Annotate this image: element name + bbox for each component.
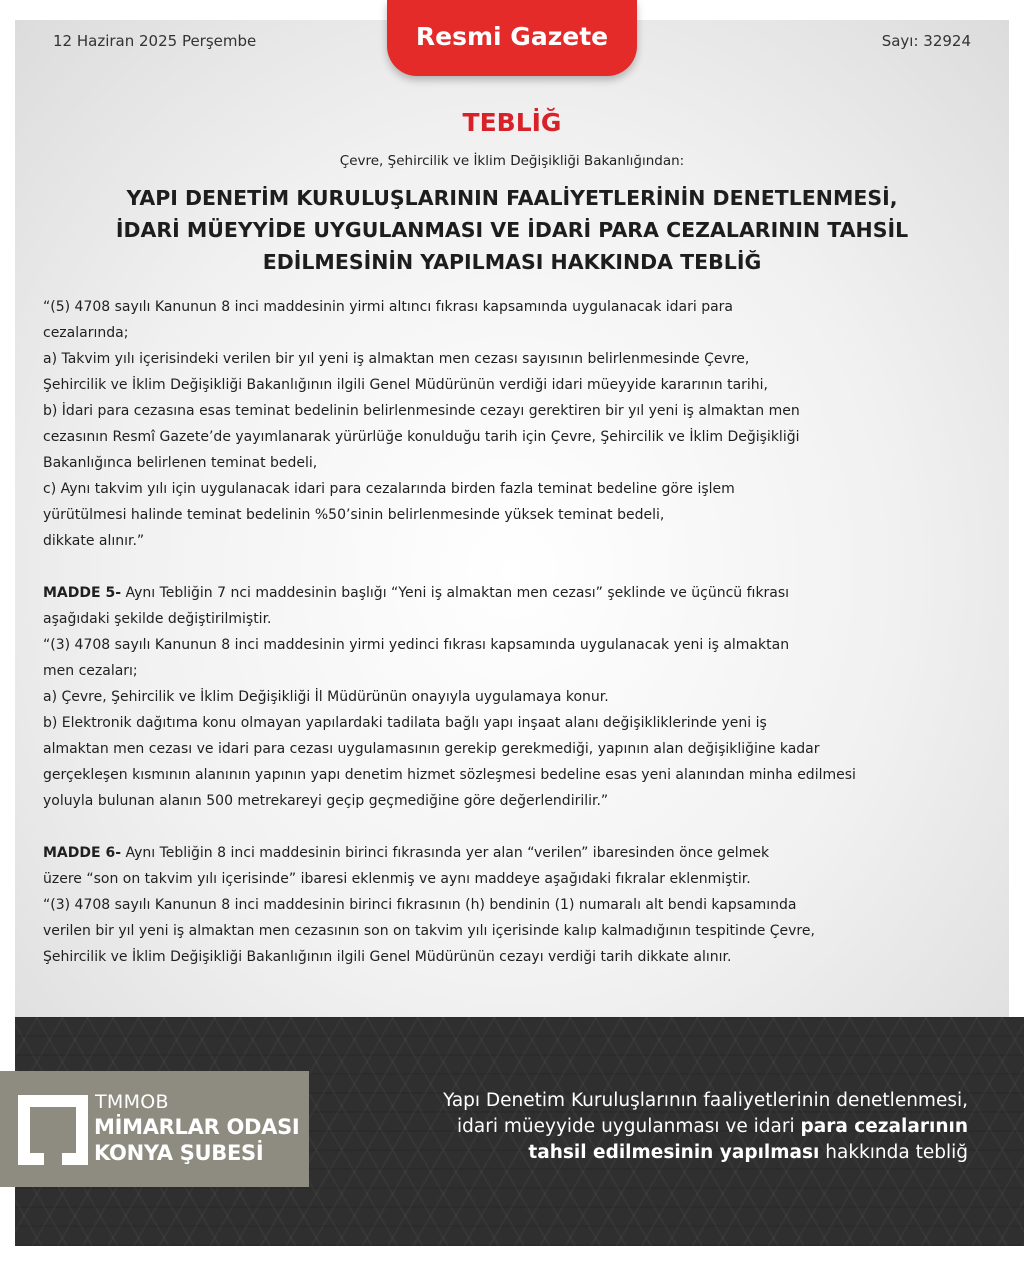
- caption-line: [368, 1114, 968, 1140]
- caption-line: Yapı Denetim Kuruluşlarının faaliyetlerinin denetlenmesi,: [443, 1090, 968, 1111]
- body-line: gerçekleşen kısmının alanının yapının yapı denetim hizmet sözleşmesi bedeline esas yeni alanından minha edilmesi: [43, 767, 856, 783]
- body-line: almaktan men cezası ve idari para cezası uygulamasının gerekip gerekmediği, yapının alan değişikliğine kadar: [43, 741, 820, 757]
- body-line: Bakanlığınca belirlenen teminat bedeli,: [43, 455, 318, 471]
- body-line: Şehircilik ve İklim Değişikliği Bakanlığının ilgili Genel Müdürünün verdiği idari müeyyide kararının tarihi,: [43, 377, 769, 393]
- logo-mark-icon: [18, 1095, 88, 1165]
- caption-text: hakkında tebliğ: [819, 1142, 968, 1163]
- document-title: [80, 182, 944, 278]
- caption-emphasis: para cezalarının: [800, 1116, 968, 1137]
- chamber-logo: [0, 1071, 309, 1187]
- body-line: cezasının Resmî Gazete’de yayımlanarak yürürlüğe konulduğu tarih için Çevre, Şehircilik ve İklim Değişikliği: [43, 429, 800, 445]
- caption-text: idari müeyyide uygulanması ve idari: [457, 1116, 801, 1137]
- title-line: EDİLMESİNİN YAPILMASI HAKKINDA TEBLİĞ: [262, 250, 762, 274]
- resmi-gazete-badge: Resmi Gazete: [387, 0, 637, 76]
- body-line: “(3) 4708 sayılı Kanunun 8 inci maddesinin yirmi yedinci fıkrası kapsamında uygulanacak yeni iş almaktan: [43, 637, 790, 653]
- body-line: Şehircilik ve İklim Değişikliği Bakanlığının ilgili Genel Müdürünün cezayı verdiği tarih dikkate alınır.: [43, 949, 732, 965]
- document-body: [43, 294, 943, 970]
- caption-line: [368, 1140, 968, 1166]
- body-line: üzere “son on takvim yılı içerisinde” ibaresi eklenmiş ve aynı maddeye aşağıdaki fıkralar eklenmiştir.: [43, 871, 751, 887]
- body-line: a) Çevre, Şehircilik ve İklim Değişikliği İl Müdürünün onayıyla uygulamaya konur.: [43, 689, 609, 705]
- body-line: b) İdari para cezasına esas teminat bedelinin belirlenmesinde cezayı gerektiren bir yıl yeni iş almaktan men: [43, 403, 800, 419]
- madde-5-heading: [43, 580, 943, 606]
- caption-emphasis: tahsil edilmesinin yapılması: [528, 1142, 820, 1163]
- body-line: aşağıdaki şekilde değiştirilmiştir.: [43, 611, 272, 627]
- body-line: “(3) 4708 sayılı Kanunun 8 inci maddesinin birinci fıkrasının (h) bendinin (1) numaralı alt bendi kapsamında: [43, 897, 797, 913]
- document-type: TEBLİĞ: [462, 108, 562, 137]
- body-line: verilen bir yıl yeni iş almaktan men cezasının son on takvim yılı içerisinde kalıp kalmadığının tespitinde Çevre,: [43, 923, 815, 939]
- body-line: dikkate alınır.”: [43, 533, 145, 549]
- body-line: “(5) 4708 sayılı Kanunun 8 inci maddesinin yirmi altıncı fıkrası kapsamında uygulanacak idari para: [43, 299, 734, 315]
- logo-text-mimarlar-odasi: MİMARLAR ODASI: [94, 1115, 300, 1139]
- ministry-line: Çevre, Şehircilik ve İklim Değişikliği Bakanlığından:: [339, 153, 685, 169]
- title-line: İDARİ MÜEYYİDE UYGULANMASI VE İDARİ PARA CEZALARININ TAHSİL: [115, 218, 909, 242]
- body-line: yürütülmesi halinde teminat bedelinin %50’sinin belirlenmesinde yüksek teminat bedeli,: [43, 507, 665, 523]
- title-line: YAPI DENETİM KURULUŞLARININ FAALİYETLERİNİN DENETLENMESİ,: [126, 186, 898, 210]
- madde-6-heading: [43, 840, 943, 866]
- logo-text-tmmob: TMMOB: [95, 1091, 169, 1113]
- publication-date: 12 Haziran 2025 Perşembe: [53, 32, 257, 50]
- body-line: men cezaları;: [43, 663, 138, 679]
- body-line: c) Aynı takvim yılı için uygulanacak idari para cezalarında birden fazla teminat bedeline göre işlem: [43, 481, 735, 497]
- madde-6-label: MADDE 6-: [43, 845, 121, 861]
- body-line: cezalarında;: [43, 325, 129, 341]
- madde-5-first-line: Aynı Tebliğin 7 nci maddesinin başlığı “Yeni iş almaktan men cezası” şeklinde ve üçüncü fıkrası: [121, 585, 790, 601]
- body-line: b) Elektronik dağıtıma konu olmayan yapılardaki tadilata bağlı yapı inşaat alanı değişikliklerinde yeni iş: [43, 715, 767, 731]
- logo-text-konya-subesi: KONYA ŞUBESİ: [94, 1141, 264, 1165]
- madde-5-label: MADDE 5-: [43, 585, 121, 601]
- madde-6-first-line: Aynı Tebliğin 8 inci maddesinin birinci fıkrasında yer alan “verilen” ibaresinden önce gelmek: [121, 845, 770, 861]
- body-line: a) Takvim yılı içerisindeki verilen bir yıl yeni iş almaktan men cezası sayısının belirlenmesinde Çevre,: [43, 351, 750, 367]
- footer-caption: [368, 1088, 968, 1166]
- issue-number: Sayı: 32924: [881, 32, 971, 50]
- body-line: yoluyla bulunan alanın 500 metrekareyi geçip geçmediğine göre değerlendirilir.”: [43, 793, 609, 809]
